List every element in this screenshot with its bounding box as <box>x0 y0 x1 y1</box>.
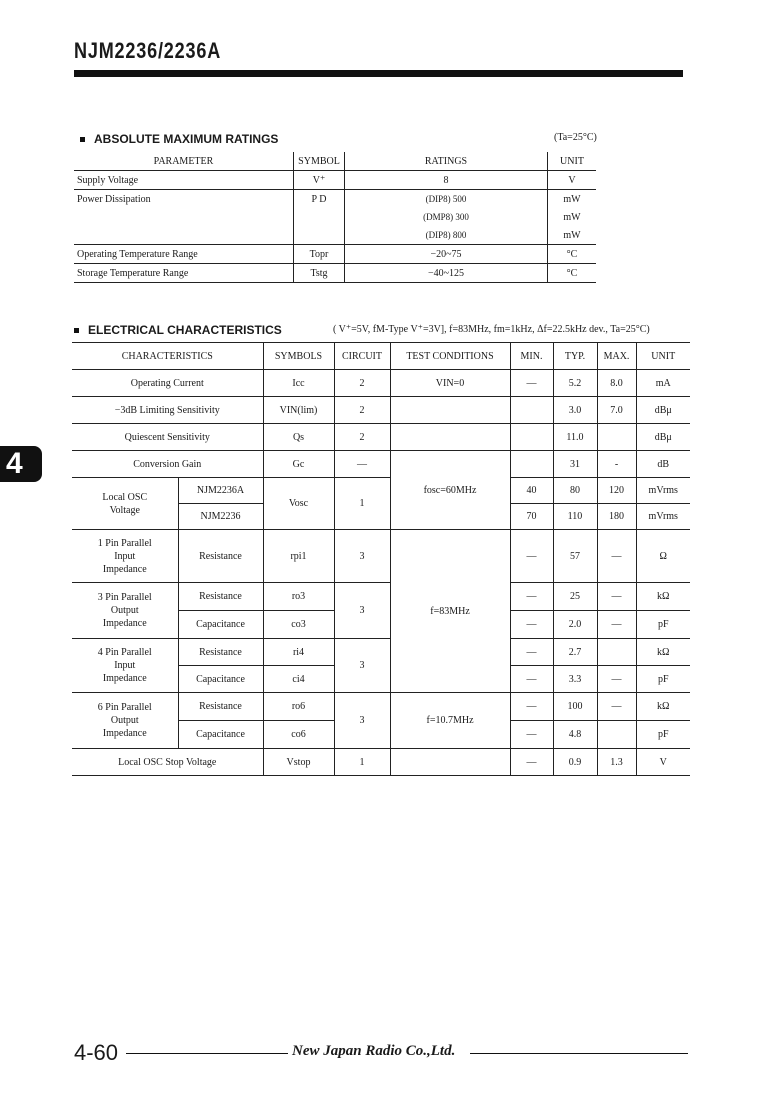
table-row: 6 Pin Parallel Output Impedance Resistance ro6 3 f=10.7MHz — 100 — kΩ <box>72 693 690 721</box>
ratings-condition: (Ta=25°C) <box>554 132 597 143</box>
col-parameter: PARAMETER <box>74 152 294 171</box>
table-row: Capacitance co6 — 4.8 pF <box>72 721 690 749</box>
table-row: Supply Voltage V⁺ 8 V <box>74 171 596 190</box>
footer-rule-left <box>126 1053 288 1054</box>
ratings-heading: ABSOLUTE MAXIMUM RATINGS <box>80 132 278 146</box>
bullet-square-icon <box>74 328 79 333</box>
table-row: (DIP8) 800 mW <box>74 226 596 245</box>
table-row: Local OSC Stop Voltage Vstop 1 — 0.9 1.3 V <box>72 749 690 776</box>
table-row: Operating Current Icc 2 VIN=0 — 5.2 8.0 mA <box>72 370 690 397</box>
table-row: NJM2236 70 110 180 mVrms <box>72 504 690 530</box>
col-unit: UNIT <box>548 152 597 171</box>
table-row: Operating Temperature Range Topr −20~75 °C <box>74 245 596 264</box>
col-symbol: SYMBOL <box>294 152 345 171</box>
electrical-heading: ELECTRICAL CHARACTERISTICS <box>74 323 282 337</box>
electrical-header-row: CHARACTERISTICS SYMBOLS CIRCUIT TEST CONDITIONS MIN. TYP. MAX. UNIT <box>72 343 690 370</box>
page-title: NJM2236/2236A <box>74 38 222 63</box>
ratings-table <box>74 152 596 283</box>
table-row: −3dB Limiting Sensitivity VIN(lim) 2 3.0 7.0 dBμ <box>72 397 690 424</box>
section-tab: 4 <box>0 446 42 482</box>
electrical-table <box>72 342 690 776</box>
table-row: Power Dissipation P D (DIP8) 500 mW <box>74 190 596 209</box>
table-row: Quiescent Sensitivity Qs 2 11.0 dBμ <box>72 424 690 451</box>
table-row: 3 Pin Parallel Output Impedance Resistance ro3 3 — 25 — kΩ <box>72 583 690 611</box>
page-number: 4-60 <box>74 1040 119 1065</box>
company-name: New Japan Radio Co.,Ltd. <box>292 1043 456 1059</box>
col-ratings: RATINGS <box>345 152 548 171</box>
table-row: 1 Pin Parallel Input Impedance Resistance rpi1 3 f=83MHz — 57 — Ω <box>72 530 690 583</box>
footer-rule-right <box>470 1053 688 1054</box>
table-row: (DMP8) 300 mW <box>74 208 596 226</box>
bullet-square-icon <box>80 137 85 142</box>
table-row: Storage Temperature Range Tstg −40~125 °C <box>74 264 596 283</box>
table-row: Capacitance co3 — 2.0 — pF <box>72 611 690 639</box>
table-row: Capacitance ci4 — 3.3 — pF <box>72 666 690 693</box>
title-rule <box>74 70 683 77</box>
electrical-condition: ( V⁺=5V, fM-Type V⁺=3V], f=83MHz, fm=1kHz, Δf=22.5kHz dev., Ta=25°C) <box>333 324 650 335</box>
table-row: 4 Pin Parallel Input Impedance Resistance ri4 3 — 2.7 kΩ <box>72 639 690 666</box>
table-row: Conversion Gain Gc — fosc=60MHz 31 - dB <box>72 451 690 478</box>
ratings-header-row <box>74 152 596 171</box>
table-row: Local OSC Voltage NJM2236A Vosc 1 40 80 120 mVrms <box>72 478 690 504</box>
